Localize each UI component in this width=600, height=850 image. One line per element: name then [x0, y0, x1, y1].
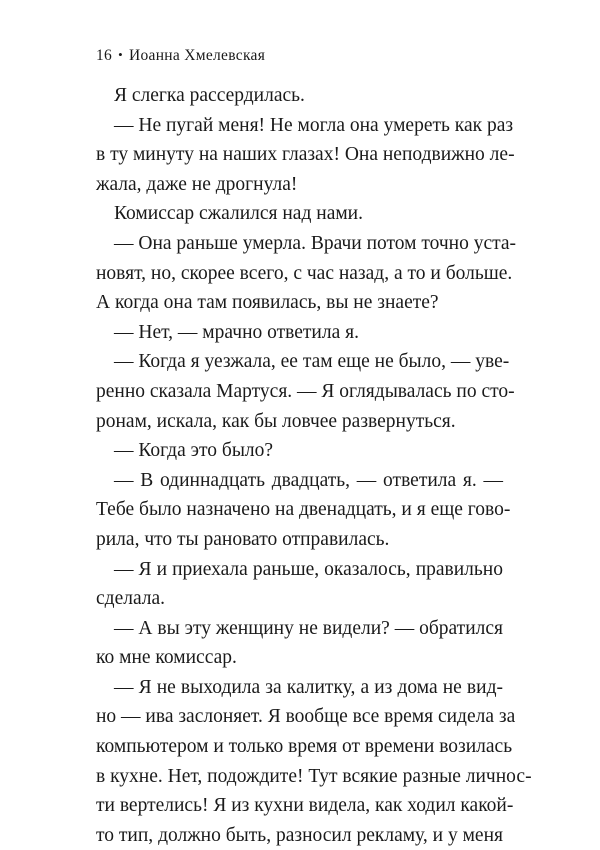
text-line: ти вертелись! Я из кухни видела, как ходил какой- [96, 795, 514, 817]
text-line: сделала. [96, 588, 166, 610]
text-line: — Я и приехала раньше, оказалось, правильно [114, 558, 503, 580]
text-line: то тип, должно быть, разносил рекламу, и у меня [96, 824, 503, 846]
header-separator: • [118, 47, 123, 62]
text-line: ронам, искала, как бы ловчее развернуться. [96, 410, 456, 432]
running-header [96, 47, 265, 65]
text-line: — Когда это было? [114, 440, 274, 462]
body-text [96, 81, 532, 850]
text-line: но — ива заслоняет. Я вообще все время сидела за [96, 706, 516, 728]
text-line: А когда она там появилась, вы не знаете? [96, 292, 439, 314]
text-line: — Когда я уезжала, ее там еще не было, — уве- [114, 351, 510, 373]
text-line: жала, даже не дрогнула! [96, 173, 298, 195]
text-line: ренно сказала Мартуся. — Я оглядывалась по сто- [96, 380, 515, 402]
text-line: — А вы эту женщину не видели? — обратился [114, 617, 503, 639]
text-line: Я слегка рассердилась. [114, 85, 305, 106]
text-line: компьютером и только время от времени возилась [96, 736, 513, 758]
text-line: — Она раньше умерла. Врачи потом точно уста- [114, 232, 517, 254]
text-line: в ту минуту на наших глазах! Она неподвижно ле- [96, 144, 515, 166]
text-line: — В одиннадцать двадцать, — ответила я. — [114, 469, 503, 491]
text-line: рила, что ты рановато отправилась. [96, 528, 390, 550]
text-line: — Я не выходила за калитку, а из дома не вид- [114, 676, 503, 698]
text-line: — Не пугай меня! Не могла она умереть как раз [114, 114, 514, 136]
page-number: 16 [96, 47, 113, 64]
text-line: в кухне. Нет, подождите! Тут всякие разные личнос- [96, 765, 532, 787]
text-line: Комиссар сжалился над нами. [114, 203, 363, 225]
text-line: Тебе было назначено на двенадцать, и я еще гово- [96, 499, 511, 521]
text-line: ко мне комиссар. [96, 647, 237, 669]
text-line: — Нет, — мрачно ответила я. [114, 321, 359, 343]
text-line: новят, но, скорее всего, с час назад, а то и больше. [96, 262, 513, 284]
author-name: Иоанна Хмелевская [128, 47, 266, 64]
